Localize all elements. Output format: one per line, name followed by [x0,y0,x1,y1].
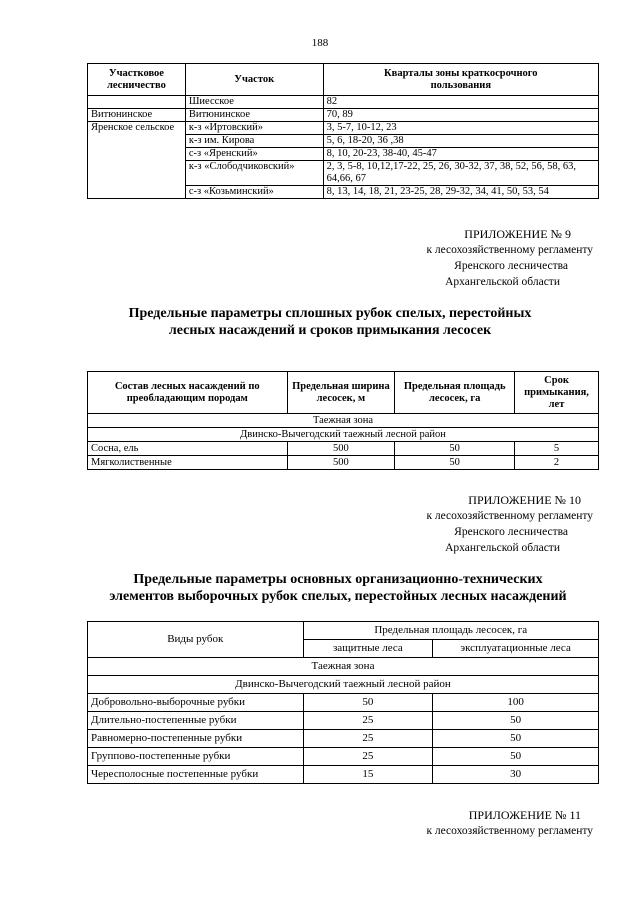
table2-header-width: Предельная ширина лесосек, м [287,372,395,414]
table3-exploitation: 50 [433,730,599,748]
table1-plot: Витюнинское [185,109,323,122]
table2-header-term: Срок примыкания, лет [515,372,599,414]
table3-exploitation: 100 [433,694,599,712]
table2-area: 50 [395,456,515,470]
table1-header-forestry: Участковое лесничество [88,64,186,96]
selective-cut-parameters-table [87,621,599,784]
table3-header-exploitation: эксплуатационные леса [433,640,599,658]
appendix-10-line2: Яренского лесничества [454,526,568,538]
table2-width: 500 [287,456,395,470]
table3-kind: Равномерно-постепенные рубки [88,730,304,748]
table3-header-protective: защитные леса [303,640,433,658]
appendix-11-header [333,807,593,839]
table1-plot: к-з «Иртовский» [185,122,323,135]
table3-header-kind: Виды рубок [88,622,304,658]
table-row [88,109,599,122]
appendix-9-header [333,226,593,290]
table3-header-area: Предельная площадь лесосек, га [303,622,598,640]
table1-quarters: 82 [323,96,598,109]
appendix-9-line3: Архангельской области [445,276,560,288]
table1-plot: Шиесское [185,96,323,109]
table1-plot: к-з «Слободчиковский» [185,161,323,186]
table-row [88,456,599,470]
page-number: 188 [311,37,329,49]
table1-forestry: Витюнинское [88,109,186,122]
table2-zone: Таежная зона [88,414,599,428]
section-10-title [60,571,616,605]
table2-term: 2 [515,456,599,470]
clear-cut-parameters-table [87,371,599,470]
appendix-9-number: ПРИЛОЖЕНИЕ № 9 [464,227,571,241]
table2-header-area: Предельная площадь лесосек, га [395,372,515,414]
table2-area: 50 [395,442,515,456]
appendix-9-line2: Яренского лесничества [454,260,568,272]
table1-plot: к-з им. Кирова [185,135,323,148]
table2-composition: Сосна, ель [88,442,288,456]
table-row [88,96,599,109]
appendix-10-header [333,492,593,556]
table2-header-composition: Состав лесных насаждений по преобладающим породам [88,372,288,414]
table1-forestry: Яренское сельское [88,122,186,199]
table1-quarters: 8, 10, 20-23, 38-40, 45-47 [323,148,598,161]
table2-width: 500 [287,442,395,456]
table-row [88,442,599,456]
table1-header-plot: Участок [185,64,323,96]
table1-forestry [88,96,186,109]
table1-header-quarters: Кварталы зоны краткосрочного пользования [323,64,598,96]
table-row [88,748,599,766]
table2-region: Двинско-Вычегодский таежный лесной район [88,428,599,442]
table3-exploitation: 30 [433,766,599,784]
table3-kind: Длительно-постепенные рубки [88,712,304,730]
table1-plot: с-з «Козьминский» [185,186,323,199]
section-9-title-line2: лесных насаждений и сроков примыкания лесосек [168,323,492,338]
table3-zone: Таежная зона [88,658,599,676]
appendix-10-line3: Архангельской области [445,542,560,554]
table3-protective: 50 [303,694,433,712]
table3-kind: Добровольно-выборочные рубки [88,694,304,712]
table1-plot: с-з «Яренский» [185,148,323,161]
table-row [88,712,599,730]
table3-kind: Группово-постепенные рубки [88,748,304,766]
table-row [88,122,599,135]
table1-quarters: 2, 3, 5-8, 10,12,17-22, 25, 26, 30-32, 37, 38, 52, 56, 58, 63, 64,66, 67 [323,161,598,186]
table3-exploitation: 50 [433,712,599,730]
table3-exploitation: 50 [433,748,599,766]
short-term-use-zone-table [87,63,599,199]
table1-quarters: 3, 5-7, 10-12, 23 [323,122,598,135]
table2-term: 5 [515,442,599,456]
appendix-9-line1: к лесохозяйственному регламенту [426,244,593,256]
appendix-10-number: ПРИЛОЖЕНИЕ № 10 [468,493,581,507]
section-10-title-line2: элементов выборочных рубок спелых, перестойных лесных насаждений [109,589,567,604]
section-9-title-line1: Предельные параметры сплошных рубок спелых, перестойных [128,306,532,321]
table-row [88,766,599,784]
table3-protective: 25 [303,712,433,730]
table1-quarters: 5, 6, 18-20, 36 ,38 [323,135,598,148]
table3-protective: 25 [303,748,433,766]
table-row [88,730,599,748]
section-9-title [60,305,600,339]
table3-region: Двинско-Вычегодский таежный лесной район [88,676,599,694]
table3-protective: 15 [303,766,433,784]
appendix-11-number: ПРИЛОЖЕНИЕ № 11 [468,808,581,822]
section-10-title-line1: Предельные параметры основных организационно-технических [133,572,543,587]
table1-quarters: 70, 89 [323,109,598,122]
table2-composition: Мягколиственные [88,456,288,470]
appendix-10-line1: к лесохозяйственному регламенту [426,510,593,522]
appendix-11-line1: к лесохозяйственному регламенту [426,825,593,837]
table-row [88,694,599,712]
table3-protective: 25 [303,730,433,748]
table1-quarters: 8, 13, 14, 18, 21, 23-25, 28, 29-32, 34, 41, 50, 53, 54 [323,186,598,199]
table3-kind: Чересполосные постепенные рубки [88,766,304,784]
